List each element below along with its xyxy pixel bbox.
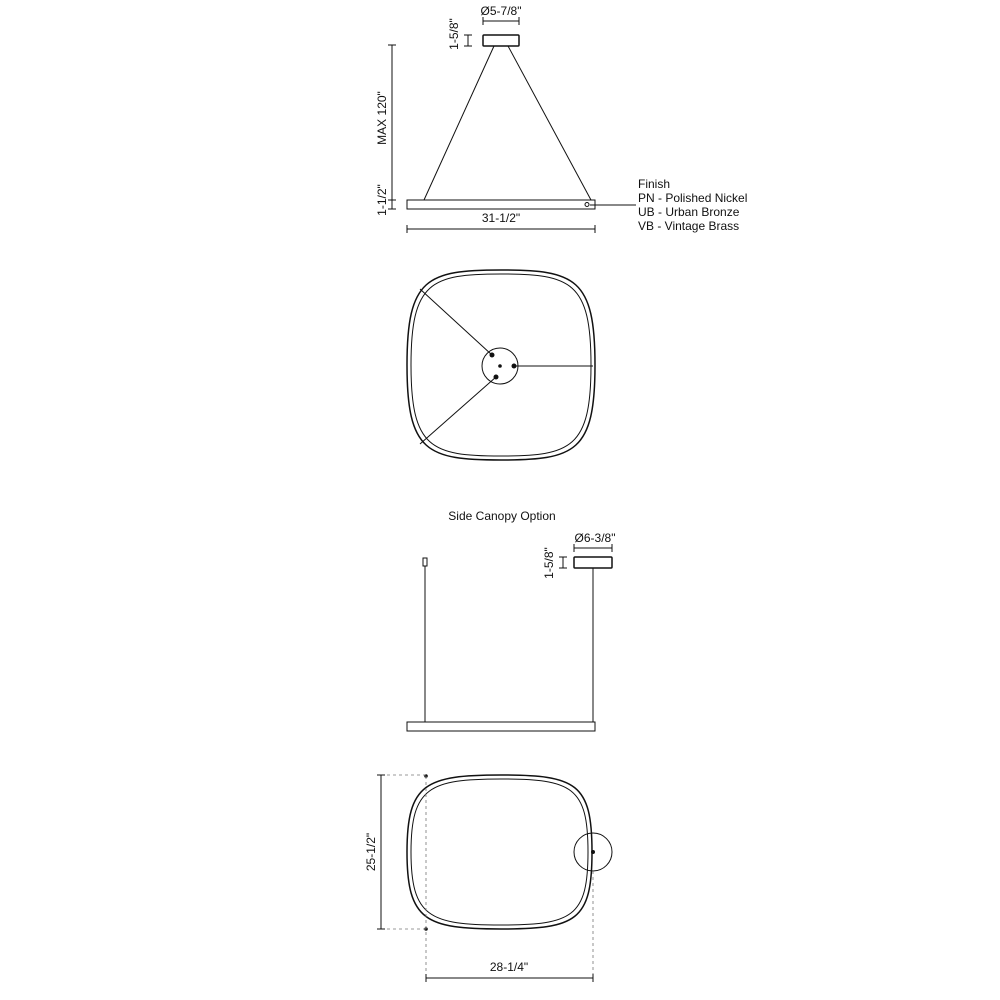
side-canopy-diameter-label: Ø6-3/8"	[574, 531, 616, 545]
side-canopy-elevation	[407, 531, 615, 731]
canopy-height-label: 1-5/8"	[447, 18, 461, 50]
suspension-cable	[424, 46, 494, 200]
suspension-cable	[420, 289, 492, 355]
fixture-body	[407, 200, 595, 209]
canopy	[574, 557, 612, 568]
plan-view-side-canopy	[364, 774, 612, 982]
finish-option: VB - Vintage Brass	[638, 219, 740, 233]
fixture-width-label: 31-1/2"	[481, 211, 521, 225]
elevation-view	[375, 4, 636, 233]
fixture-body	[407, 722, 595, 731]
finish-option: UB - Urban Bronze	[638, 205, 740, 219]
plan-depth-label: 25-1/2"	[364, 832, 378, 872]
fixture-outline-inner	[411, 779, 588, 925]
canopy-diameter-label: Ø5-7/8"	[480, 4, 522, 18]
suspension-cable	[508, 46, 591, 200]
finish-option: PN - Polished Nickel	[638, 191, 748, 205]
plan-view-center-canopy	[407, 270, 595, 460]
suspension-cable	[420, 377, 496, 444]
fixture-height-label: 1-1/2"	[375, 184, 389, 216]
canopy	[483, 35, 519, 46]
finish-title: Finish	[638, 177, 671, 191]
plan-width-label: 28-1/4"	[489, 960, 529, 974]
section-title: Side Canopy Option	[448, 509, 556, 523]
cable-gripper	[423, 558, 427, 566]
finish-legend	[638, 177, 747, 233]
fixture-outline-outer	[407, 775, 592, 929]
side-canopy-height-label: 1-5/8"	[542, 547, 556, 579]
max-length-label: MAX 120"	[375, 91, 389, 145]
